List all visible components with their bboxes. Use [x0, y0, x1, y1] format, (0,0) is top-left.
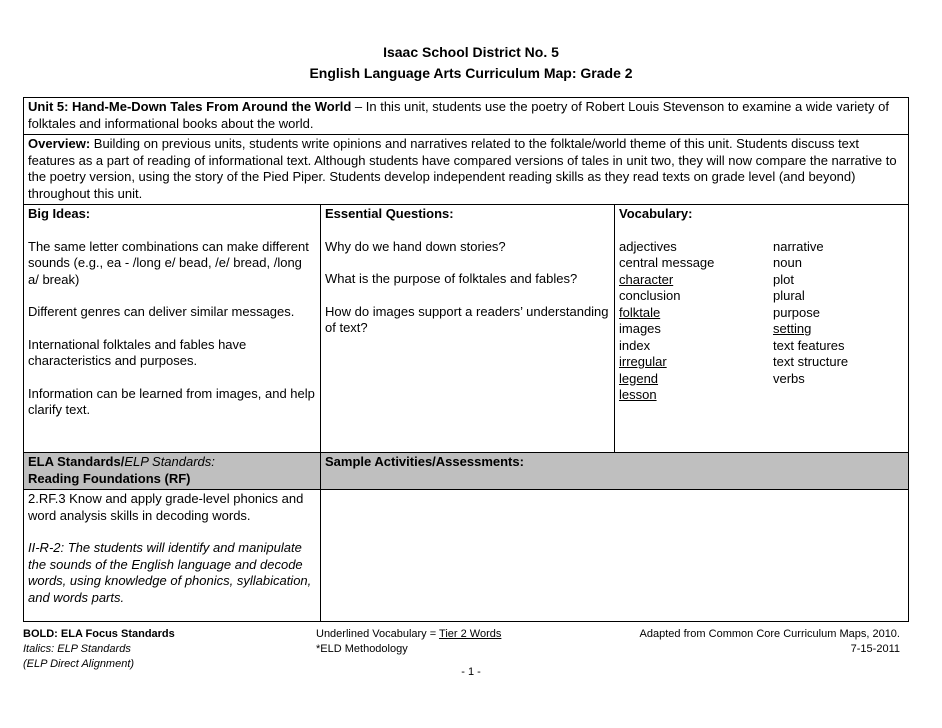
vocabulary-word: verbs	[773, 370, 805, 386]
footer-date: 7-15-2011	[850, 643, 900, 655]
vocabulary-word: images	[619, 321, 661, 336]
overview-label: Overview:	[28, 136, 91, 151]
overview-text: Building on previous units, students write opinions and narratives related to the folktale/world theme of this unit. Students discuss text features as a part of reading of informational text. Although students have compared versions of tales in unit two, they will now compare the narrative to the poetry version, using the story of the Pied Piper. Students develop independent reading skills as they read texts on grade level (and beyond) throughout this unit.	[28, 136, 897, 201]
vocabulary-column-2	[773, 239, 904, 404]
unit-description: – In this unit, students use the poetry of Robert Louis Stevenson to examine a wide variety of folktales and informational books about the world.	[28, 99, 889, 131]
vocabulary-cell	[615, 205, 909, 453]
vocabulary-list	[619, 239, 904, 404]
vocabulary-word: lesson	[619, 387, 657, 402]
footer-bold-key: BOLD: ELA Focus Standards	[23, 628, 175, 640]
big-idea-2: Different genres can deliver similar messages.	[28, 304, 295, 319]
vocabulary-word: adjectives	[619, 238, 677, 254]
unit-title: Unit 5: Hand-Me-Down Tales From Around the World	[28, 99, 352, 114]
big-idea-1: The same letter combinations can make different sounds (e.g., ea - /long e/ bead, /e/ bread, /long a/ break)	[28, 238, 309, 287]
standards-cell	[24, 490, 321, 622]
vocabulary-word: plural	[773, 288, 805, 303]
activities-heading: Sample Activities/Assessments:	[325, 454, 524, 469]
footer-source	[640, 627, 900, 657]
big-ideas-heading: Big Ideas:	[28, 206, 91, 221]
elp-standard-text: II-R-2: The students will identify and manipulate the sounds of the English language and decode words, using knowledge of phonics, syllabication, and words parts.	[28, 540, 312, 605]
footer-underline-prefix: Underlined Vocabulary =	[316, 628, 440, 640]
essential-questions-heading: Essential Questions:	[325, 206, 454, 221]
vocabulary-word: legend	[619, 370, 659, 386]
essential-questions-cell	[321, 205, 615, 453]
curriculum-map-table	[23, 97, 909, 622]
essential-question-3: How do images support a readers’ understanding of text?	[325, 303, 609, 335]
district-name: Isaac School District No. 5	[383, 44, 559, 60]
footer-adapted: Adapted from Common Core Curriculum Maps, 2010.	[639, 628, 900, 640]
essential-question-1: Why do we hand down stories?	[325, 238, 506, 254]
unit-cell	[24, 98, 909, 135]
activities-heading-cell	[321, 453, 909, 490]
overview-cell	[24, 135, 909, 205]
vocabulary-word: central message	[619, 255, 715, 270]
vocabulary-word: irregular	[619, 354, 667, 369]
vocabulary-word: text structure	[773, 354, 849, 369]
vocabulary-word: text features	[773, 337, 845, 353]
vocabulary-word: index	[619, 337, 651, 353]
elp-standards-label: ELP Standards:	[124, 454, 215, 469]
reading-foundations-label: Reading Foundations (RF)	[28, 470, 191, 486]
footer-vocabulary-key	[316, 627, 501, 657]
essential-question-2: What is the purpose of folktales and fables?	[325, 271, 578, 286]
footer-italic-key: Italics: ELP Standards	[23, 643, 131, 655]
vocabulary-word: conclusion	[619, 288, 681, 303]
vocabulary-word: narrative	[773, 238, 824, 254]
footer-eld-note: *ELD Methodology	[316, 643, 408, 655]
ela-standards-label: ELA Standards/	[28, 454, 125, 469]
vocabulary-word: character	[619, 271, 674, 287]
activities-cell	[321, 490, 909, 622]
vocabulary-word: noun	[773, 255, 802, 270]
vocabulary-word: folktale	[619, 304, 661, 320]
vocabulary-heading: Vocabulary:	[619, 206, 693, 221]
big-ideas-cell	[24, 205, 321, 453]
vocabulary-column-1	[619, 239, 773, 404]
big-idea-4: Information can be learned from images, and help clarify text.	[28, 385, 315, 417]
vocabulary-word: purpose	[773, 304, 820, 320]
page-number: - 1 -	[461, 666, 481, 678]
vocabulary-word: setting	[773, 321, 812, 336]
big-idea-3: International folktales and fables have characteristics and purposes.	[28, 336, 247, 368]
document-header	[0, 42, 942, 84]
map-title: English Language Arts Curriculum Map: Grade 2	[309, 65, 633, 81]
vocabulary-word: plot	[773, 271, 794, 287]
footer-tier2-term: Tier 2 Words	[439, 628, 502, 640]
ela-standard-text: 2.RF.3 Know and apply grade-level phonics and word analysis skills in decoding words.	[28, 491, 304, 523]
footer-elp-note: (ELP Direct Alignment)	[23, 658, 135, 670]
standards-heading-cell	[24, 453, 321, 490]
